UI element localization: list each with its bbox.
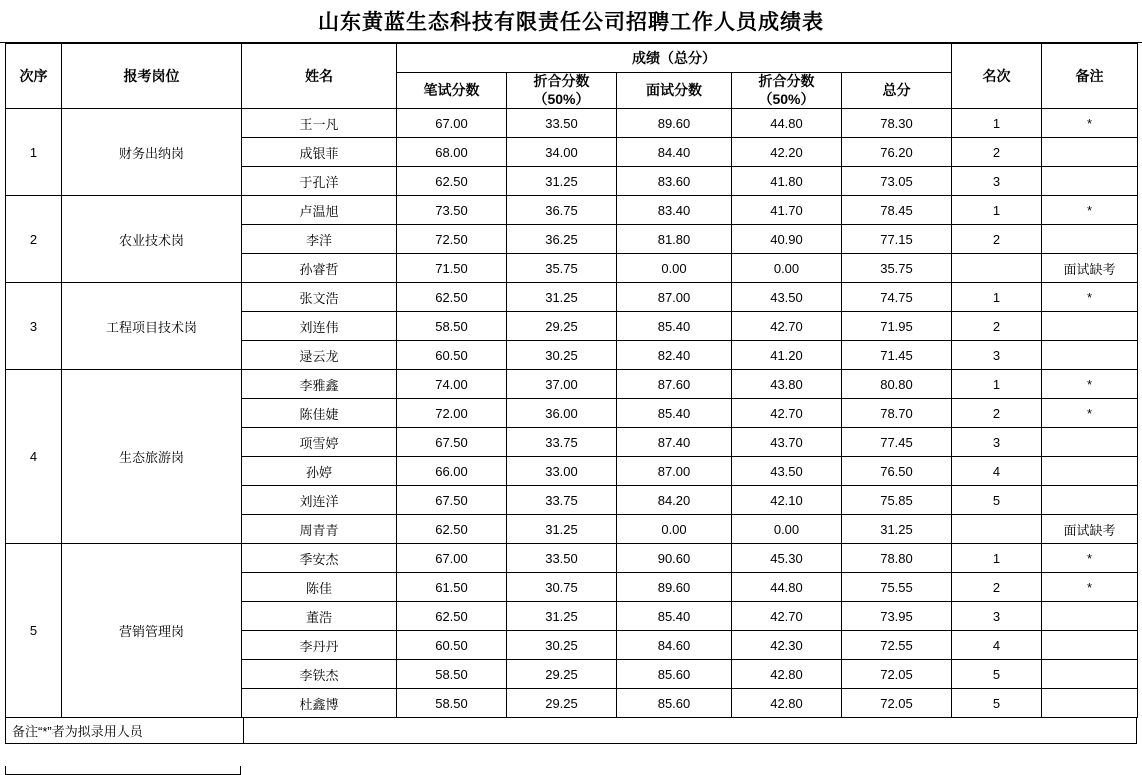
cell-written-converted: 29.25 [507, 689, 617, 718]
cell-name: 王一凡 [242, 109, 397, 138]
cell-interview-converted: 43.50 [732, 457, 842, 486]
cell-written: 67.00 [397, 109, 507, 138]
cell-total: 78.30 [842, 109, 952, 138]
header-interview: 面试分数 [617, 73, 732, 109]
cell-name: 刘连伟 [242, 312, 397, 341]
cell-total: 78.80 [842, 544, 952, 573]
cell-remark: * [1042, 370, 1138, 399]
cell-written: 60.50 [397, 631, 507, 660]
cell-written: 67.50 [397, 486, 507, 515]
cell-written: 72.00 [397, 399, 507, 428]
cell-written-converted: 31.25 [507, 602, 617, 631]
cell-written: 74.00 [397, 370, 507, 399]
bottom-empty-cell [5, 766, 241, 775]
cell-written-converted: 36.25 [507, 225, 617, 254]
cell-written-converted: 30.25 [507, 341, 617, 370]
cell-interview-converted: 43.50 [732, 283, 842, 312]
cell-total: 77.45 [842, 428, 952, 457]
cell-rank: 1 [952, 283, 1042, 312]
cell-written-converted: 31.25 [507, 283, 617, 312]
cell-interview-converted: 42.30 [732, 631, 842, 660]
cell-total: 35.75 [842, 254, 952, 283]
header-position: 报考岗位 [62, 44, 242, 109]
cell-name: 成银菲 [242, 138, 397, 167]
cell-remark: * [1042, 109, 1138, 138]
cell-name: 卢温旭 [242, 196, 397, 225]
cell-written: 66.00 [397, 457, 507, 486]
cell-written: 58.50 [397, 689, 507, 718]
cell-remark: * [1042, 283, 1138, 312]
header-interview-converted: 折合分数 （50%） [732, 73, 842, 109]
cell-rank: 1 [952, 544, 1042, 573]
header-score-group: 成绩（总分） [397, 44, 952, 73]
cell-rank: 3 [952, 602, 1042, 631]
cell-interview-converted: 42.70 [732, 312, 842, 341]
table-header-row-1 [6, 44, 1138, 73]
cell-total: 72.55 [842, 631, 952, 660]
cell-name: 李丹丹 [242, 631, 397, 660]
cell-remark [1042, 660, 1138, 689]
cell-total: 77.15 [842, 225, 952, 254]
cell-name: 李雅鑫 [242, 370, 397, 399]
cell-interview-converted: 40.90 [732, 225, 842, 254]
cell-total: 78.45 [842, 196, 952, 225]
cell-interview-converted: 44.80 [732, 573, 842, 602]
table-row [6, 283, 1138, 312]
cell-written-converted: 33.75 [507, 428, 617, 457]
cell-interview-converted: 0.00 [732, 515, 842, 544]
header-index: 次序 [6, 44, 62, 109]
table-header [6, 44, 1138, 109]
table-row [6, 196, 1138, 225]
cell-interview-converted: 43.80 [732, 370, 842, 399]
footer-empty [244, 718, 1136, 743]
cell-interview: 0.00 [617, 515, 732, 544]
cell-interview: 87.40 [617, 428, 732, 457]
cell-written: 62.50 [397, 515, 507, 544]
table-body [6, 109, 1138, 718]
cell-written-converted: 30.75 [507, 573, 617, 602]
cell-written-converted: 31.25 [507, 515, 617, 544]
cell-remark [1042, 225, 1138, 254]
cell-interview-converted: 42.70 [732, 602, 842, 631]
cell-interview: 85.40 [617, 312, 732, 341]
cell-written: 62.50 [397, 602, 507, 631]
cell-interview: 84.20 [617, 486, 732, 515]
cell-interview-converted: 44.80 [732, 109, 842, 138]
cell-interview-converted: 43.70 [732, 428, 842, 457]
cell-remark [1042, 486, 1138, 515]
cell-total: 74.75 [842, 283, 952, 312]
cell-rank: 2 [952, 399, 1042, 428]
cell-name: 杜鑫博 [242, 689, 397, 718]
cell-written: 62.50 [397, 283, 507, 312]
cell-rank: 1 [952, 370, 1042, 399]
cell-interview: 84.40 [617, 138, 732, 167]
cell-rank: 5 [952, 660, 1042, 689]
cell-total: 71.95 [842, 312, 952, 341]
footer-note: 备注“*”者为拟录用人员 [6, 718, 244, 743]
cell-remark [1042, 138, 1138, 167]
cell-position: 农业技术岗 [62, 196, 242, 283]
cell-interview: 0.00 [617, 254, 732, 283]
cell-rank: 2 [952, 138, 1042, 167]
cell-rank: 1 [952, 109, 1042, 138]
cell-written-converted: 31.25 [507, 167, 617, 196]
cell-interview: 83.40 [617, 196, 732, 225]
cell-interview-converted: 42.80 [732, 660, 842, 689]
cell-rank: 3 [952, 167, 1042, 196]
cell-name: 陈佳 [242, 573, 397, 602]
cell-rank: 5 [952, 689, 1042, 718]
footer-note-row [5, 718, 1137, 744]
cell-total: 71.45 [842, 341, 952, 370]
cell-total: 76.20 [842, 138, 952, 167]
cell-remark [1042, 689, 1138, 718]
cell-interview-converted: 42.10 [732, 486, 842, 515]
cell-position: 工程项目技术岗 [62, 283, 242, 370]
cell-rank: 3 [952, 341, 1042, 370]
cell-remark: 面试缺考 [1042, 515, 1138, 544]
cell-interview: 87.00 [617, 457, 732, 486]
cell-written-converted: 35.75 [507, 254, 617, 283]
cell-rank: 4 [952, 631, 1042, 660]
cell-written-converted: 29.25 [507, 312, 617, 341]
cell-remark: * [1042, 544, 1138, 573]
cell-position: 生态旅游岗 [62, 370, 242, 544]
cell-name: 张文浩 [242, 283, 397, 312]
cell-remark [1042, 312, 1138, 341]
cell-rank [952, 515, 1042, 544]
cell-interview: 87.60 [617, 370, 732, 399]
cell-interview: 82.40 [617, 341, 732, 370]
cell-remark [1042, 457, 1138, 486]
cell-written-converted: 36.75 [507, 196, 617, 225]
cell-written-converted: 33.00 [507, 457, 617, 486]
cell-written: 60.50 [397, 341, 507, 370]
header-name: 姓名 [242, 44, 397, 109]
cell-interview: 89.60 [617, 109, 732, 138]
cell-remark [1042, 167, 1138, 196]
table-row [6, 544, 1138, 573]
cell-index: 5 [6, 544, 62, 718]
cell-interview: 85.60 [617, 660, 732, 689]
cell-name: 季安杰 [242, 544, 397, 573]
cell-written: 61.50 [397, 573, 507, 602]
cell-remark [1042, 631, 1138, 660]
cell-interview: 85.60 [617, 689, 732, 718]
cell-name: 李铁杰 [242, 660, 397, 689]
cell-interview-converted: 0.00 [732, 254, 842, 283]
cell-position: 营销管理岗 [62, 544, 242, 718]
header-written: 笔试分数 [397, 73, 507, 109]
cell-rank: 2 [952, 573, 1042, 602]
cell-index: 2 [6, 196, 62, 283]
cell-total: 72.05 [842, 660, 952, 689]
cell-name: 孙婷 [242, 457, 397, 486]
cell-written-converted: 29.25 [507, 660, 617, 689]
cell-written-converted: 34.00 [507, 138, 617, 167]
cell-remark [1042, 341, 1138, 370]
cell-interview: 87.00 [617, 283, 732, 312]
cell-remark: 面试缺考 [1042, 254, 1138, 283]
cell-written: 72.50 [397, 225, 507, 254]
cell-name: 于孔洋 [242, 167, 397, 196]
cell-interview-converted: 41.80 [732, 167, 842, 196]
cell-interview-converted: 42.20 [732, 138, 842, 167]
cell-interview: 90.60 [617, 544, 732, 573]
cell-interview-converted: 42.70 [732, 399, 842, 428]
cell-written: 67.50 [397, 428, 507, 457]
cell-name: 李洋 [242, 225, 397, 254]
header-total: 总分 [842, 73, 952, 109]
cell-remark: * [1042, 399, 1138, 428]
table-row [6, 109, 1138, 138]
cell-name: 董浩 [242, 602, 397, 631]
cell-written: 68.00 [397, 138, 507, 167]
cell-total: 73.05 [842, 167, 952, 196]
cell-written-converted: 33.50 [507, 544, 617, 573]
cell-total: 31.25 [842, 515, 952, 544]
cell-index: 3 [6, 283, 62, 370]
cell-name: 刘连洋 [242, 486, 397, 515]
cell-position: 财务出纳岗 [62, 109, 242, 196]
cell-total: 75.55 [842, 573, 952, 602]
page-title: 山东黄蓝生态科技有限责任公司招聘工作人员成绩表 [318, 10, 824, 34]
cell-total: 75.85 [842, 486, 952, 515]
cell-total: 76.50 [842, 457, 952, 486]
cell-interview-converted: 41.70 [732, 196, 842, 225]
cell-written-converted: 33.75 [507, 486, 617, 515]
cell-rank [952, 254, 1042, 283]
cell-written: 67.00 [397, 544, 507, 573]
cell-interview: 85.40 [617, 399, 732, 428]
cell-written-converted: 37.00 [507, 370, 617, 399]
cell-written-converted: 36.00 [507, 399, 617, 428]
cell-total: 73.95 [842, 602, 952, 631]
cell-interview: 85.40 [617, 602, 732, 631]
header-written-converted: 折合分数 （50%） [507, 73, 617, 109]
header-rank: 名次 [952, 44, 1042, 109]
cell-total: 80.80 [842, 370, 952, 399]
cell-rank: 3 [952, 428, 1042, 457]
cell-written: 58.50 [397, 660, 507, 689]
cell-rank: 2 [952, 312, 1042, 341]
cell-interview-converted: 41.20 [732, 341, 842, 370]
cell-name: 逯云龙 [242, 341, 397, 370]
cell-name: 项雪婷 [242, 428, 397, 457]
cell-index: 4 [6, 370, 62, 544]
cell-written: 73.50 [397, 196, 507, 225]
cell-written-converted: 30.25 [507, 631, 617, 660]
cell-written: 62.50 [397, 167, 507, 196]
cell-name: 孙睿哲 [242, 254, 397, 283]
table-row [6, 370, 1138, 399]
cell-remark: * [1042, 196, 1138, 225]
cell-total: 72.05 [842, 689, 952, 718]
cell-index: 1 [6, 109, 62, 196]
cell-remark: * [1042, 573, 1138, 602]
cell-total: 78.70 [842, 399, 952, 428]
cell-written: 58.50 [397, 312, 507, 341]
document-title-row [0, 0, 1142, 43]
cell-written: 71.50 [397, 254, 507, 283]
cell-rank: 4 [952, 457, 1042, 486]
cell-rank: 2 [952, 225, 1042, 254]
cell-interview: 81.80 [617, 225, 732, 254]
cell-remark [1042, 428, 1138, 457]
cell-interview-converted: 42.80 [732, 689, 842, 718]
header-remark: 备注 [1042, 44, 1138, 109]
cell-rank: 5 [952, 486, 1042, 515]
cell-interview: 89.60 [617, 573, 732, 602]
cell-interview: 83.60 [617, 167, 732, 196]
cell-interview: 84.60 [617, 631, 732, 660]
cell-interview-converted: 45.30 [732, 544, 842, 573]
results-table [5, 43, 1138, 718]
cell-name: 周青青 [242, 515, 397, 544]
cell-name: 陈佳婕 [242, 399, 397, 428]
cell-remark [1042, 602, 1138, 631]
cell-rank: 1 [952, 196, 1042, 225]
cell-written-converted: 33.50 [507, 109, 617, 138]
